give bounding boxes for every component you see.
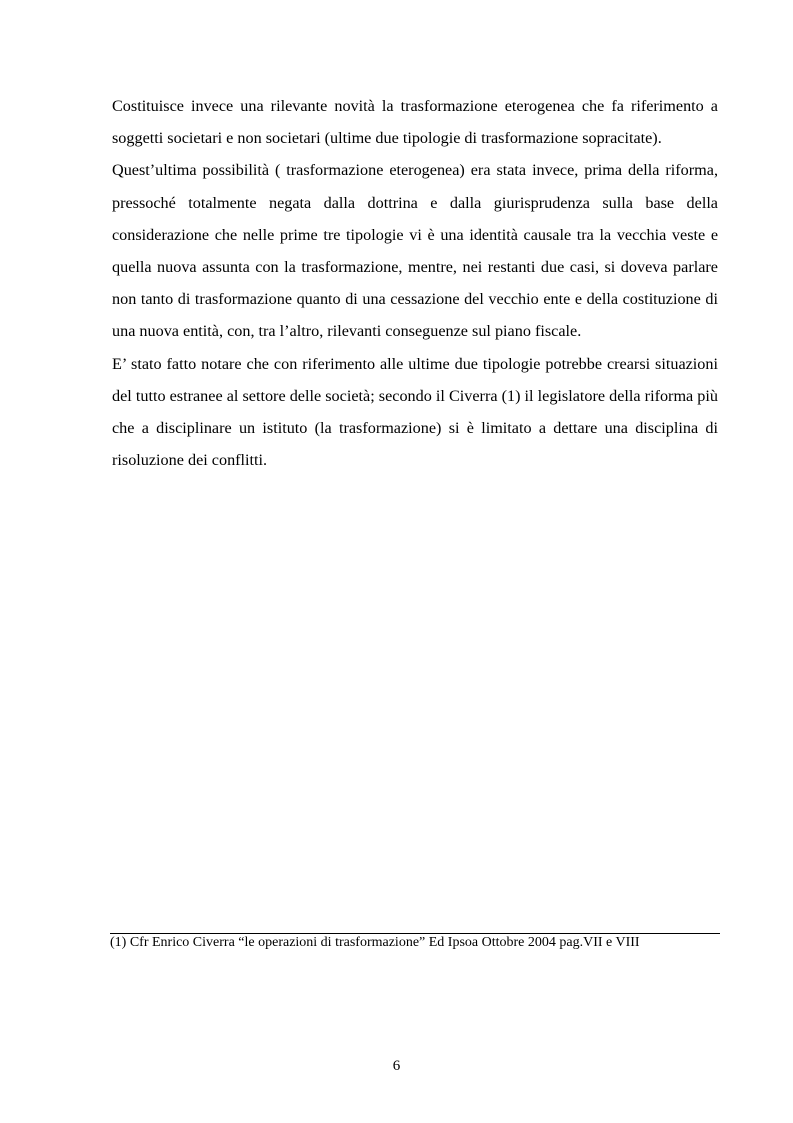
body-text (112, 90, 718, 476)
page-number: 6 (392, 1058, 401, 1074)
paragraph-2: Quest’ultima possibilità ( trasformazione eterogenea) era stata invece, prima della riforma, pressoché totalmente negata dalla dottrina e dalla giurisprudenza sulla base della considerazione che nelle prime tre tipologie vi è una identità causale tra la vecchia veste e quella nuova assunta con la trasformazione, mentre, nei restanti due casi, si doveva parlare non tanto di trasformazione quanto di una cessazione del vecchio ente e della costituzione di una nuova entità, con, tra l’altro, rilevanti conseguenze sul piano fiscale. (112, 161, 718, 341)
footnote: (1) Cfr Enrico Civerra “le operazioni di trasformazione” Ed Ipsoa Ottobre 2004 pag.VII e VIII (110, 935, 640, 950)
paragraph-1: Costituisce invece una rilevante novità la trasformazione eterogenea che fa riferimento a soggetti societari e non societari (ultime due tipologie di trasformazione sopracitate). (112, 97, 718, 148)
paragraph-3: E’ stato fatto notare che con riferimento alle ultime due tipologie potrebbe crearsi situazioni del tutto estranee al settore delle società; secondo il Civerra (1) il legislatore della riforma più che a disciplinare un istituto (la trasformazione) si è limitato a dettare una disciplina di risoluzione dei conflitti. (112, 354, 718, 470)
